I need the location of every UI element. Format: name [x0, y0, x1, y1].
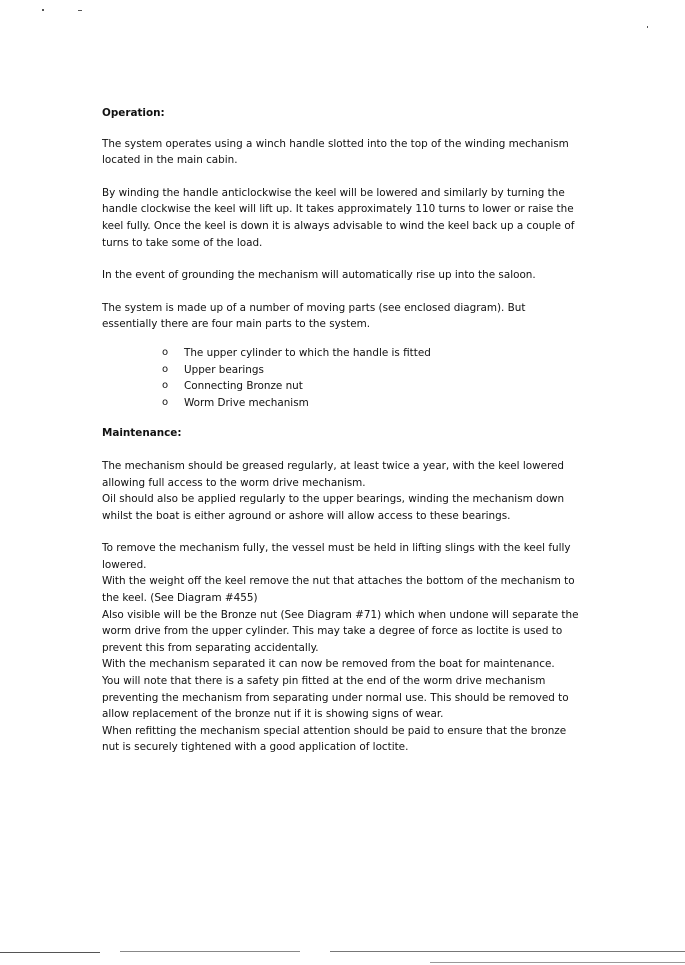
maintenance-paragraph: With the mechanism separated it can now be removed from the boat for maintenance. — [102, 658, 555, 671]
scan-mark — [78, 10, 82, 11]
parts-list — [102, 345, 580, 411]
maintenance-section — [102, 425, 580, 756]
list-item — [162, 362, 580, 379]
list-item — [162, 395, 580, 412]
list-item — [162, 345, 580, 362]
list-item-text: Upper bearings — [184, 363, 264, 376]
scan-edge-line — [0, 952, 100, 953]
maintenance-paragraph: To remove the mechanism fully, the vessel must be held in lifting slings with the keel fully lowered. — [102, 542, 571, 571]
scan-mark — [42, 9, 44, 11]
document-body — [102, 105, 580, 756]
bullet-icon: o — [162, 396, 169, 408]
list-item-text: Connecting Bronze nut — [184, 380, 303, 393]
maintenance-heading: Maintenance: — [102, 427, 182, 440]
maintenance-paragraph: Oil should also be applied regularly to the upper bearings, winding the mechanism down whilst the boat is either aground or ashore will allow access to these bearings. — [102, 493, 565, 522]
bullet-icon: o — [162, 363, 169, 375]
list-item-text: Worm Drive mechanism — [184, 396, 309, 409]
operation-paragraph: By winding the handle anticlockwise the keel will be lowered and similarly by turning the handle clockwise the keel will lift up. It takes approximately 110 turns to lower or raise the keel fully. Once the keel is down it is always advisable to wind the keel back up a couple of turns to take some of the load. — [102, 186, 575, 249]
scan-edge-line — [430, 962, 685, 963]
maintenance-paragraph: With the weight off the keel remove the nut that attaches the bottom of the mechanism to the keel. (See Diagram #455) — [102, 575, 575, 605]
list-item — [162, 378, 580, 395]
maintenance-paragraph: Also visible will be the Bronze nut (See Diagram #71) which when undone will separate the worm drive from the upper cylinder. This may take a degree of force as loctite is used to prevent this from separating accidentally. — [102, 608, 579, 654]
operation-paragraph: The system is made up of a number of moving parts (see enclosed diagram). But essentially there are four main parts to the system. — [102, 301, 526, 331]
operation-section — [102, 105, 580, 411]
scan-edge-line — [120, 951, 300, 952]
operation-paragraph: In the event of grounding the mechanism will automatically rise up into the saloon. — [102, 269, 536, 282]
maintenance-paragraph: You will note that there is a safety pin fitted at the end of the worm drive mechanism preventing the mechanism from separating under normal use. This should be removed to allow replacement of the bronze nut if it is showing signs of wear. — [102, 675, 569, 721]
maintenance-paragraph: The mechanism should be greased regularly, at least twice a year, with the keel lowered allowing full access to the worm drive mechanism. — [102, 459, 565, 489]
scan-mark — [647, 26, 648, 28]
operation-heading: Operation: — [102, 107, 165, 119]
bullet-icon: o — [162, 346, 169, 358]
operation-paragraph: The system operates using a winch handle slotted into the top of the winding mechanism located in the main cabin. — [102, 137, 569, 167]
scan-edge-line — [330, 951, 685, 952]
bullet-icon: o — [162, 380, 169, 392]
maintenance-paragraph: When refitting the mechanism special attention should be paid to ensure that the bronze nut is securely tightened with a good application of loctite. — [102, 724, 567, 754]
list-item-text: The upper cylinder to which the handle is fitted — [184, 346, 431, 359]
